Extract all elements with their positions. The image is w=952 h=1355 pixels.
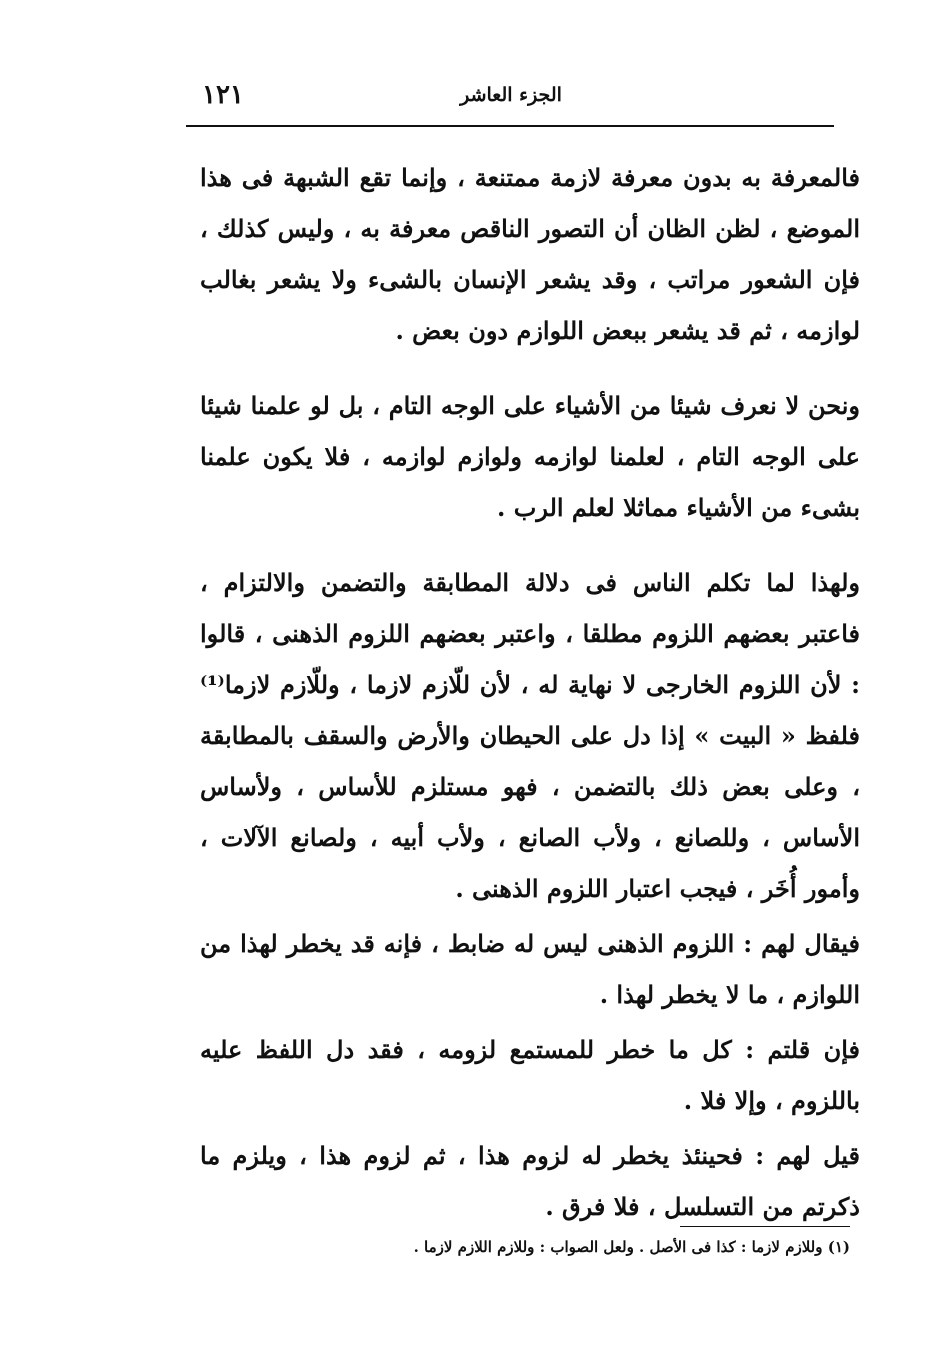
header-rule (186, 125, 834, 127)
page-number: ١٢١ (202, 80, 244, 110)
paragraph: قيل لهم : فحينئذ يخطر له لزوم هذا ، ثم لزوم هذا ، ويلزم ما ذكرتم من التسلسل ، فلا فرق . (200, 1141, 860, 1221)
footnote: (١) وللازم لازما : كذا فى الأصل . ولعل الصواب : وللازم اللازم لازما . (413, 1238, 850, 1256)
paragraph: فإن قلتم : كل ما خطر للمستمع لزومه ، فقد دل اللفظ عليه باللزوم ، وإلا فلا . (200, 1035, 860, 1115)
footnote-rule (680, 1226, 850, 1227)
running-title: الجزء العاشر (460, 84, 562, 106)
page-header (188, 78, 834, 118)
paragraph: فيقال لهم : اللزوم الذهنى ليس له ضابط ، فإنه قد يخطر لهذا من اللوازم ، ما لا يخطر لهذا . (200, 929, 860, 1009)
paragraph: فالمعرفة به بدون معرفة لازمة ممتنعة ، وإنما تقع الشبهة فى هذا الموضع ، لظن الظان أن التصور الناقص معرفة به ، وليس كذلك ، فإن الشعور مراتب ، وقد يشعر الإنسان بالشىء ولا يشعر بغالب لوازمه ، ثم قد يشعر ببعض اللوازم دون بعض . (200, 163, 860, 345)
paragraph: ولهذا لما تكلم الناس فى دلالة المطابقة والتضمن والالتزام ، فاعتبر بعضهم اللزوم مطلقا ، واعتبر بعضهم اللزوم الذهنى ، قالوا : لأن اللزوم الخارجى لا نهاية له ، لأن للّازم لازما ، وللّازم لازما⁽¹⁾ فلفظ « البيت » إذا دل على الحيطان والأرض والسقف بالمطابقة ، وعلى بعض ذلك بالتضمن ، فهو مستلزم للأساس ، ولأساس الأساس ، وللصانع ، ولأب الصانع ، ولأب أبيه ، ولصانع الآلات ، وأمور أُخَر ، فيجب اعتبار اللزوم الذهنى . (200, 568, 860, 903)
body-text (200, 152, 860, 1236)
paragraph: ونحن لا نعرف شيئا من الأشياء على الوجه التام ، بل لو علمنا شيئا على الوجه التام ، لعلمنا لوازمه ولوازم لوازمه ، فلا يكون علمنا بشىء من الأشياء مماثلا لعلم الرب . (200, 391, 860, 522)
